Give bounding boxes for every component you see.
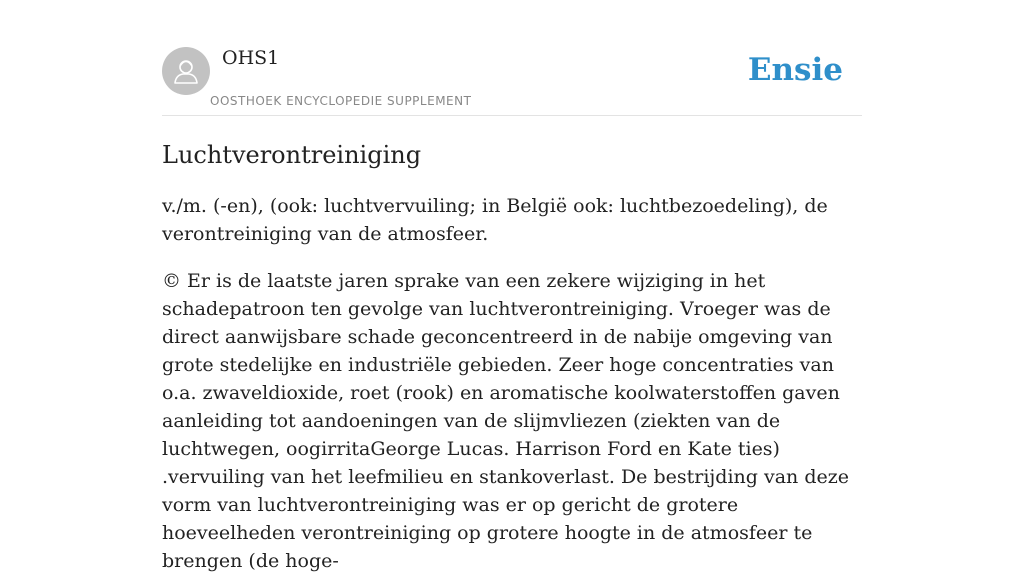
user-name-link[interactable]: OHS1 [222, 47, 280, 69]
page [162, 0, 862, 572]
article-title: Luchtverontreiniging [162, 141, 422, 169]
publication-name: OOSTHOEK ENCYCLOPEDIE SUPPLEMENT [210, 94, 472, 108]
definition-paragraph: v./m. (-en), (ook: luchtvervuiling; in België ook: luchtbezoedeling), de verontreiniging van de atmosfeer. [162, 195, 828, 245]
body-paragraph: © Er is de laatste jaren sprake van een zekere wijziging in het schadepatroon ten gevolge van luchtverontreiniging. Vroeger was de direct aanwijsbare schade geconcentreerd in de nabije omgeving van grote stedelijke en industriële gebieden. Zeer hoge concentraties van o.a. zwaveldioxide, roet (rook) en aromatische koolwaterstoffen gaven aanleiding tot aandoeningen van de slijmvliezen (ziekten van de luchtwegen, oogirritaGeorge Lucas. Harrison Ford en Kate ties) .vervuiling van het leefmilieu en stankoverlast. De bestrijding van deze vorm van luchtverontreiniging was er op gericht de grotere hoeveelheden verontreiniging op grotere hoogte in de atmosfeer te brengen (de hoge- [162, 270, 849, 572]
header [162, 0, 862, 116]
avatar[interactable] [162, 47, 210, 95]
user-icon [162, 47, 210, 95]
ensie-logo[interactable]: Ensie [747, 52, 843, 88]
